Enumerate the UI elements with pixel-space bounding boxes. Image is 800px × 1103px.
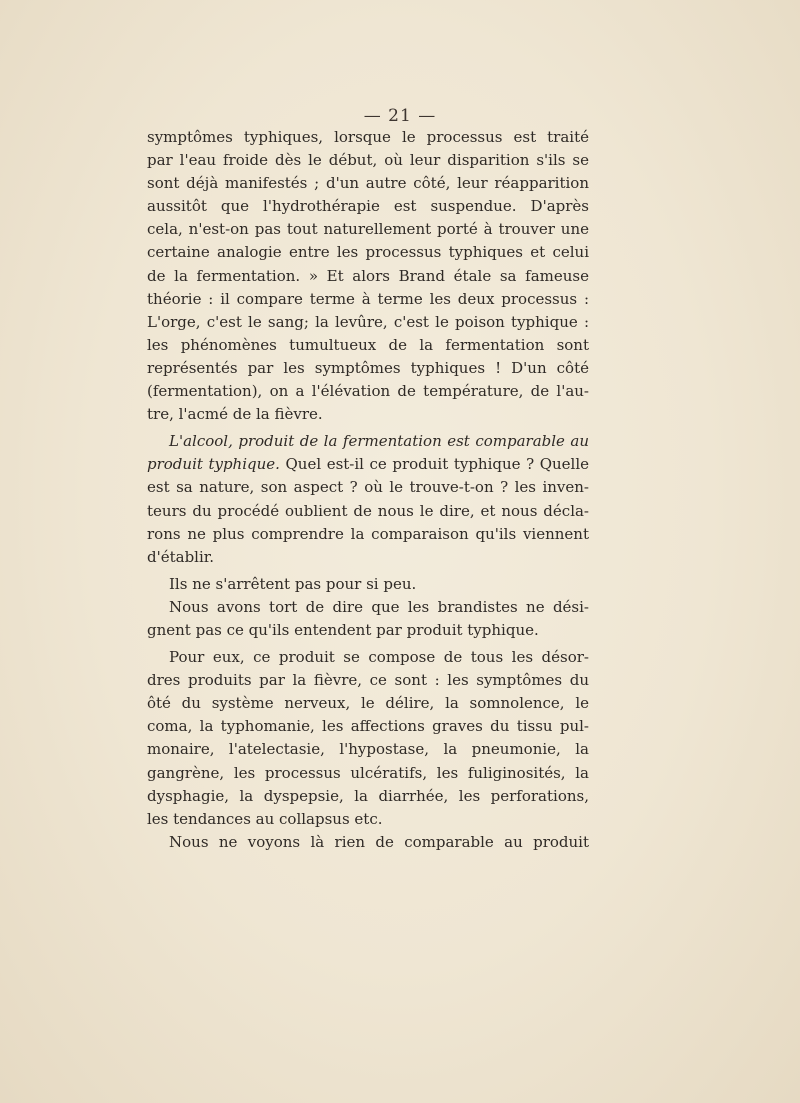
page-number: — 21 — <box>363 106 437 126</box>
text-line <box>147 430 589 453</box>
text-line: ôté du système nerveux, le délire, la somnolence, le <box>147 694 589 713</box>
text-line: les tendances au collapsus etc. <box>147 809 383 828</box>
text-line: sont déjà manifestés ; d'un autre côté, leur réapparition <box>147 174 589 193</box>
text-line: dysphagie, la dyspepsie, la diarrhée, les perforations, <box>147 786 589 805</box>
text-line: teurs du procédé oublient de nous le dire, et nous décla- <box>147 501 589 520</box>
text-line: Nous avons tort de dire que les brandistes ne dési- <box>169 597 589 616</box>
text-line: gangrène, les processus ulcératifs, les fuliginosités, la <box>147 763 589 782</box>
text-line: certaine analogie entre les processus typhiques et celui <box>147 243 589 262</box>
text-line: tre, l'acmé de la fièvre. <box>147 405 323 424</box>
text-line: de la fermentation. » Et alors Brand étale sa fameuse <box>147 266 589 285</box>
text-line: représentés par les symptômes typhiques ! D'un côté <box>147 358 589 377</box>
text-line: dres produits par la fièvre, ce sont : les symptômes du <box>147 671 589 690</box>
text-line: aussitôt que l'hydrothérapie est suspendue. D'après <box>147 197 589 216</box>
text-line: Ils ne s'arrêtent pas pour si peu. <box>169 574 417 593</box>
text-line: Pour eux, ce produit se compose de tous les désor- <box>169 648 589 667</box>
text-line: d'établir. <box>147 547 215 566</box>
text-line: rons ne plus comprendre la comparaison qu'ils viennent <box>147 524 589 543</box>
text-line: L'orge, c'est le sang; la levûre, c'est le poison typhique : <box>147 312 589 331</box>
text-line: gnent pas ce qu'ils entendent par produit typhique. <box>147 620 539 639</box>
text-line: est sa nature, son aspect ? où le trouve-t-on ? les inven- <box>147 478 589 497</box>
italic-phrase: L'alcool, produit de la fermentation est comparable au <box>169 432 589 451</box>
text-fragment: Quel est-il ce produit typhique ? Quelle <box>279 455 589 474</box>
text-line: (fermentation), on a l'élévation de température, de l'au- <box>147 382 589 401</box>
text-line: Nous ne voyons là rien de comparable au produit <box>169 832 589 851</box>
text-line <box>147 453 589 476</box>
italic-phrase: produit typhique. <box>147 455 280 474</box>
text-line: théorie : il compare terme à terme les deux processus : <box>147 289 589 308</box>
body-text <box>147 126 589 854</box>
text-line: monaire, l'atelectasie, l'hypostase, la pneumonie, la <box>147 740 589 759</box>
text-line: par l'eau froide dès le début, où leur disparition s'ils se <box>147 151 589 170</box>
text-line: symptômes typhiques, lorsque le processus est traité <box>147 128 589 146</box>
text-line: coma, la typhomanie, les affections graves du tissu pul- <box>147 717 589 736</box>
text-line: cela, n'est-on pas tout naturellement porté à trouver une <box>147 220 589 239</box>
text-line: les phénomènes tumultueux de la fermentation sont <box>147 335 589 354</box>
